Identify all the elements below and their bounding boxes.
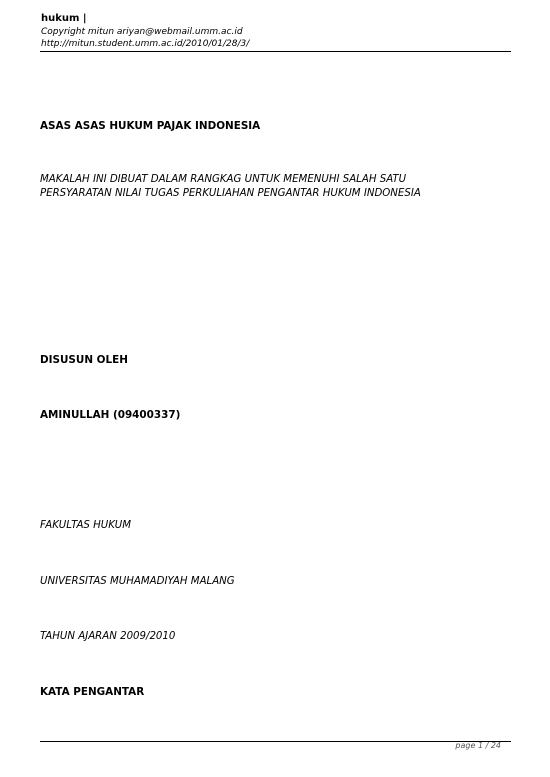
author-name: AMINULLAH (09400337) bbox=[40, 409, 181, 421]
header-copyright: Copyright mitun ariyan@webmail.umm.ac.id bbox=[41, 27, 243, 37]
header-divider bbox=[40, 51, 511, 52]
purpose-line-1: MAKALAH INI DIBUAT DALAM RANGKAG UNTUK MEMENUHI SALAH SATU bbox=[40, 174, 407, 185]
university-name: UNIVERSITAS MUHAMADIYAH MALANG bbox=[40, 576, 235, 587]
compiled-by-label: DISUSUN OLEH bbox=[40, 354, 128, 366]
academic-year: TAHUN AJARAN 2009/2010 bbox=[40, 631, 176, 642]
purpose-line-2: PERSYARATAN NILAI TUGAS PERKULIAHAN PENGANTAR HUKUM INDONESIA bbox=[40, 188, 421, 199]
section-heading: KATA PENGANTAR bbox=[40, 686, 145, 698]
document-title: ASAS ASAS HUKUM PAJAK INDONESIA bbox=[40, 120, 261, 132]
page-number: page 1 / 24 bbox=[455, 741, 501, 750]
header-url: http://mitun.student.umm.ac.id/2010/01/28/3/ bbox=[41, 39, 250, 49]
footer-divider bbox=[40, 741, 511, 742]
header-title: hukum | bbox=[41, 13, 87, 24]
faculty-name: FAKULTAS HUKUM bbox=[40, 520, 131, 531]
